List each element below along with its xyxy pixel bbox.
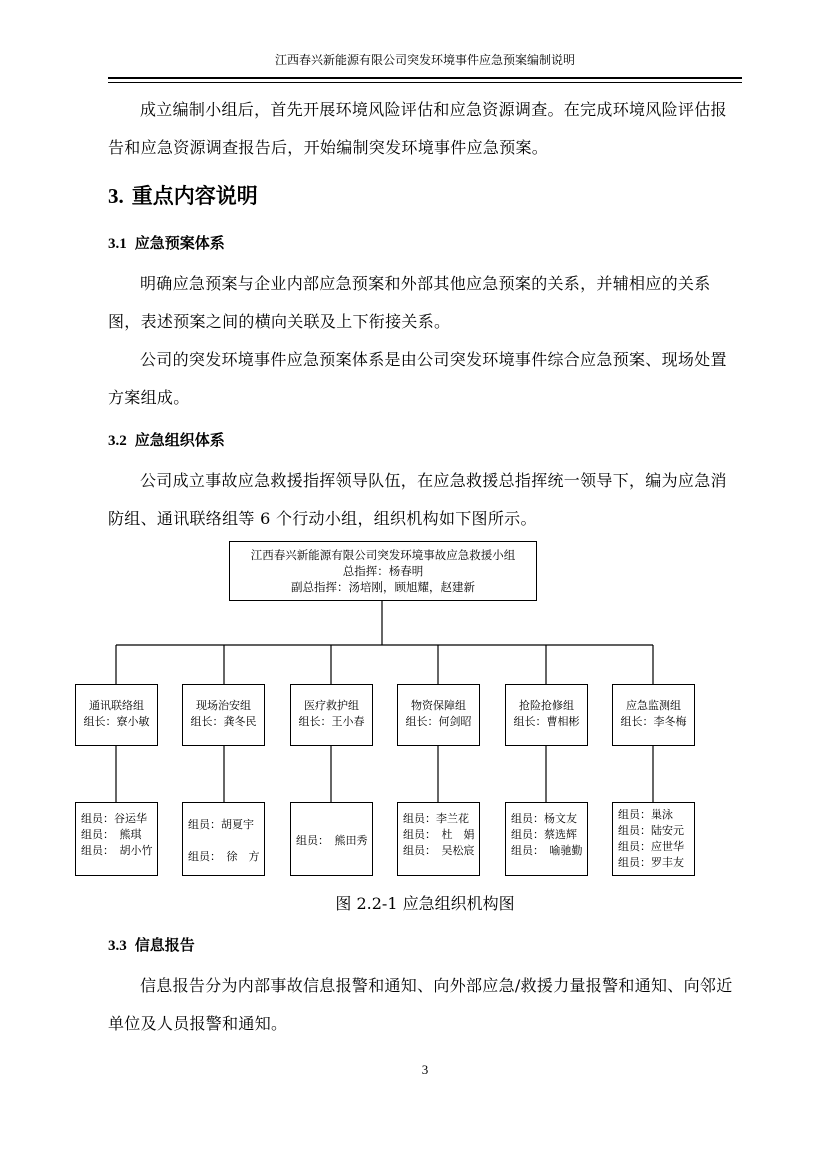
org-commander: 总指挥：杨春明 — [342, 564, 424, 578]
section-3-2-title: 应急组织体系 — [134, 431, 225, 449]
section-3-1-title: 应急预案体系 — [134, 234, 225, 252]
member-line: 组员：胡夏宇 — [188, 818, 254, 831]
member-line: 组员：李兰花 — [403, 812, 469, 825]
member-box-monitoring — [612, 802, 695, 876]
member-line: 组员： 胡小竹 — [81, 844, 153, 857]
section-3-3-paragraph-1: 信息报告分为内部事故信息报警和通知、向外部应急/救援力量报警和通知、向邻近单位及人员报警和通知。 — [108, 976, 733, 1033]
member-line: 组员：陆安元 — [618, 824, 684, 837]
member-line: 组员： 喻驰勤 — [511, 844, 583, 857]
section-3-3-heading — [108, 935, 195, 956]
page-number: 3 — [421, 1062, 429, 1077]
member-box-medical — [290, 802, 373, 876]
group-name: 通讯联络组 — [89, 699, 144, 712]
member-line: 组员： 杜 娟 — [403, 828, 475, 841]
org-deputy-commanders: 副总指挥：汤培刚，顾旭耀，赵建新 — [291, 580, 475, 594]
header-rule-thin — [108, 82, 742, 83]
group-box-monitoring — [612, 684, 695, 746]
member-line: 组员：罗丰友 — [618, 856, 684, 869]
org-top-box — [229, 541, 537, 601]
member-line: 组员： 吴松宸 — [403, 844, 475, 857]
section-3-1-paragraph-1: 明确应急预案与企业内部应急预案和外部其他应急预案的关系，并辅相应的关系图，表述预案之间的横向关联及上下衔接关系。 — [108, 274, 711, 331]
section-3-2-paragraph-1: 公司成立事故应急救援指挥领导队伍，在应急救援总指挥统一领导下，编为应急消防组、通讯联络组等 6 个行动小组，组织机构如下图所示。 — [108, 471, 727, 528]
org-top-title: 江西春兴新能源有限公司突发环境事故应急救援小组 — [250, 548, 516, 562]
group-leader: 组长：王小春 — [298, 715, 365, 728]
member-box-repair — [505, 802, 588, 876]
member-box-communication — [75, 802, 158, 876]
group-leader: 组长：曹相彬 — [513, 715, 580, 728]
section-3-title: 重点内容说明 — [131, 183, 258, 208]
group-name: 现场治安组 — [196, 699, 251, 712]
section-3-3-number: 3.3 — [108, 938, 127, 954]
intro-paragraph: 成立编制小组后，首先开展环境风险评估和应急资源调查。在完成环境风险评估报告和应急资源调查报告后，开始编制突发环境事件应急预案。 — [108, 100, 727, 157]
group-box-supplies — [397, 684, 480, 746]
section-3-1-paragraph-2: 公司的突发环境事件应急预案体系是由公司突发环境事件综合应急预案、现场处置方案组成。 — [108, 350, 727, 407]
member-line: 组员： 熊田秀 — [296, 834, 368, 847]
member-line: 组员：应世华 — [618, 840, 684, 853]
section-3-1-heading — [108, 233, 225, 254]
member-line: 组员：杨文友 — [511, 812, 577, 825]
group-leader: 组长：何剑昭 — [405, 715, 472, 728]
group-leader: 组长：李冬梅 — [620, 715, 687, 728]
page-header: 江西春兴新能源有限公司突发环境事件应急预案编制说明 — [274, 53, 575, 67]
figure-caption: 图 2.2-1 应急组织机构图 — [335, 894, 515, 913]
member-spacer — [188, 833, 264, 849]
section-3-2-number: 3.2 — [108, 433, 127, 449]
group-leader: 组长：龚冬民 — [190, 715, 257, 728]
member-line: 组员： 徐 方 — [188, 850, 260, 863]
member-line: 组员：蔡选辉 — [511, 828, 577, 841]
group-name: 应急监测组 — [626, 699, 681, 712]
section-3-1-number: 3.1 — [108, 236, 127, 252]
group-box-communication — [75, 684, 158, 746]
group-name: 抢险抢修组 — [519, 699, 574, 712]
section-3-3-title: 信息报告 — [134, 936, 195, 954]
group-name: 医疗救护组 — [304, 699, 359, 712]
group-box-medical — [290, 684, 373, 746]
member-line: 组员：谷运华 — [81, 812, 147, 825]
section-3-number: 3. — [108, 184, 124, 208]
group-leader: 组长：寮小敏 — [83, 715, 150, 728]
group-name: 物资保障组 — [411, 699, 466, 712]
member-box-supplies — [397, 802, 480, 876]
member-box-security — [182, 802, 265, 876]
group-box-repair — [505, 684, 588, 746]
header-rule-thick — [108, 77, 742, 79]
member-line: 组员： 熊琪 — [81, 828, 142, 841]
section-3-heading — [108, 182, 258, 210]
group-box-security — [182, 684, 265, 746]
member-line: 组员：巢泳 — [618, 808, 673, 821]
section-3-2-heading — [108, 430, 225, 451]
